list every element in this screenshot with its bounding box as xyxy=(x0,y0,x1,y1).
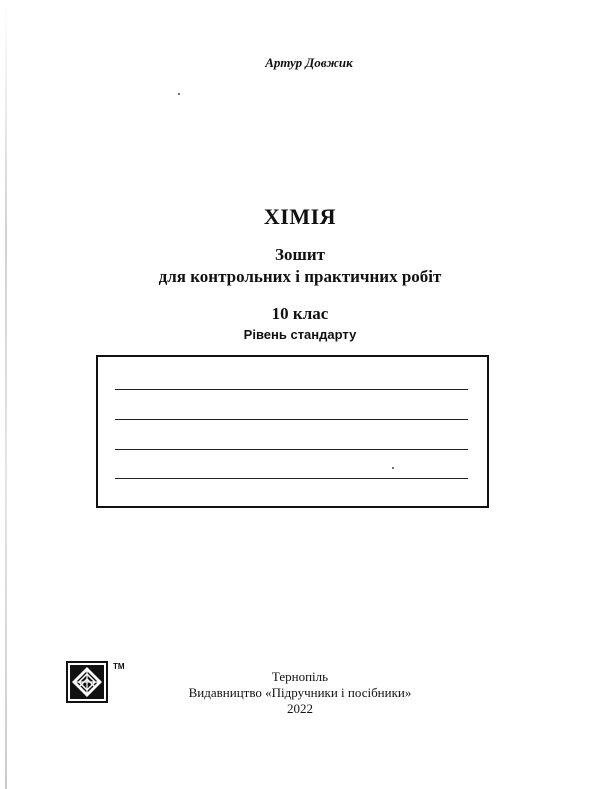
write-line-4 xyxy=(115,478,468,479)
scan-speck xyxy=(392,467,394,469)
write-line-3 xyxy=(115,449,468,450)
publisher-name: Видавництво «Підручники і посібники» xyxy=(188,685,412,700)
publisher-city: Тернопіль xyxy=(271,669,329,684)
level-label: Рівень стандарту xyxy=(243,327,357,342)
book-title: ХІМІЯ xyxy=(263,204,337,229)
publication-year: 2022 xyxy=(287,701,313,716)
scan-speck xyxy=(178,93,180,95)
student-name-box xyxy=(96,355,489,508)
write-line-1 xyxy=(115,389,468,390)
author-name: Артур Довжик xyxy=(265,55,353,70)
subtitle-line-1: Зошит xyxy=(275,245,325,264)
grade-label: 10 клас xyxy=(271,304,329,323)
book-subtitle xyxy=(0,244,600,288)
subtitle-line-2: для контрольних і практичних робіт xyxy=(158,267,442,286)
trademark-mark: TM xyxy=(113,662,125,671)
publisher-info xyxy=(0,669,600,717)
write-line-2 xyxy=(115,419,468,420)
